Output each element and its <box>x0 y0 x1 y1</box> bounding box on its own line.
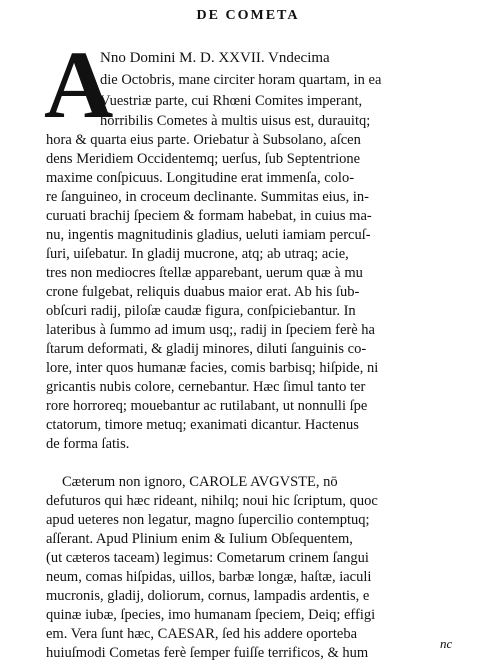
text-line: apud ueteres non legatur, magno ſupercilio contemptuq; <box>46 512 370 528</box>
text-line: maxime conſpicuus. Longitudine erat immenſa, colo- <box>46 170 355 186</box>
text-line: die Octobris, mane circiter horam quartam, in ea <box>100 72 382 88</box>
text-line: curuati brachij ſpeciem & formam habebat, in cuius ma- <box>46 208 372 224</box>
text-line: re ſanguineo, in croceum declinante. Summitas eius, in- <box>46 189 369 205</box>
text-line: Nno Domini M. D. XXVII. Vndecima <box>100 50 330 66</box>
text-line: nu, ingentis magnitudinis gladius, ueluti iamiam percuſ- <box>46 227 371 243</box>
text-line: em. Vera ſunt hæc, CAESAR, ſed his addere oporteba <box>46 626 358 642</box>
text-line: horribilis Cometes à multis uisus est, durauitq; <box>100 113 371 129</box>
text-line: de forma ſatis. <box>46 436 130 452</box>
text-line: tres non mediocres ſtellæ apparebant, uerum quæ à mu <box>46 265 363 281</box>
text-line: obſcuri radij, piloſæ caudæ figura, conſpiciebantur. In <box>46 303 356 319</box>
text-line: ctatorum, timore metuq; exanimati dicantur. Hactenus <box>46 417 359 433</box>
text-line: neum, comas hiſpidas, uillos, barbæ longæ, haſtæ, iaculi <box>46 569 372 585</box>
text-line: mucronis, gladij, doliorum, cornus, lampadis ardentis, e <box>46 588 370 604</box>
text-line: gricantis nubis colore, cernebantur. Hæc ſimul tanto ter <box>46 379 366 395</box>
text-line: huiuſmodi Cometas ferè ſemper fuiſſe terrificos, & hum <box>46 645 369 661</box>
text-line: Cæterum non ignoro, CAROLE AVGVSTE, nō <box>62 474 338 490</box>
drop-cap: A <box>44 31 112 138</box>
text-line: ſtarum deformati, & gladij minores, diluti ſanguinis co- <box>46 341 367 357</box>
text-line: dens Meridiem Occidentemq; uerſus, ſub Septentrione <box>46 151 361 167</box>
text-line: hora & quarta eius parte. Oriebatur à Subsolano, aſcen <box>46 132 361 148</box>
text-line: ſuri, uiſebatur. In gladij mucrone, atq; ab utraq; acie, <box>46 246 349 262</box>
catchword: nc <box>440 636 453 651</box>
text-line: quinæ iubæ, ſpecies, imo humanam ſpeciem, Deiq; effigi <box>46 607 376 623</box>
text-line: lateribus à ſummo ad imum usq;, radij in ſpeciem ferè ha <box>46 322 375 338</box>
text-line: rore horroreq; mouebantur ac rutilabant, ut nonnulli ſpe <box>46 398 368 414</box>
text-line: crone fulgebat, reliquis duabus maior erat. Ab his ſub- <box>46 284 360 300</box>
text-line: defuturos qui hæc rideant, nihilq; noui hic ſcriptum, quoc <box>46 493 378 509</box>
text-line: aſſerant. Apud Plinium enim & Iulium Obſequentem, <box>46 531 353 547</box>
text-line: Vuestriæ parte, cui Rhœni Comites imperant, <box>100 93 363 109</box>
text-line: (ut cæteros taceam) legimus: Cometarum crinem ſangui <box>46 550 369 566</box>
running-head: DE COMETA <box>196 8 300 23</box>
text-line: lore, inter quos humanæ facies, comis barbisq; hiſpide, ni <box>46 360 379 376</box>
